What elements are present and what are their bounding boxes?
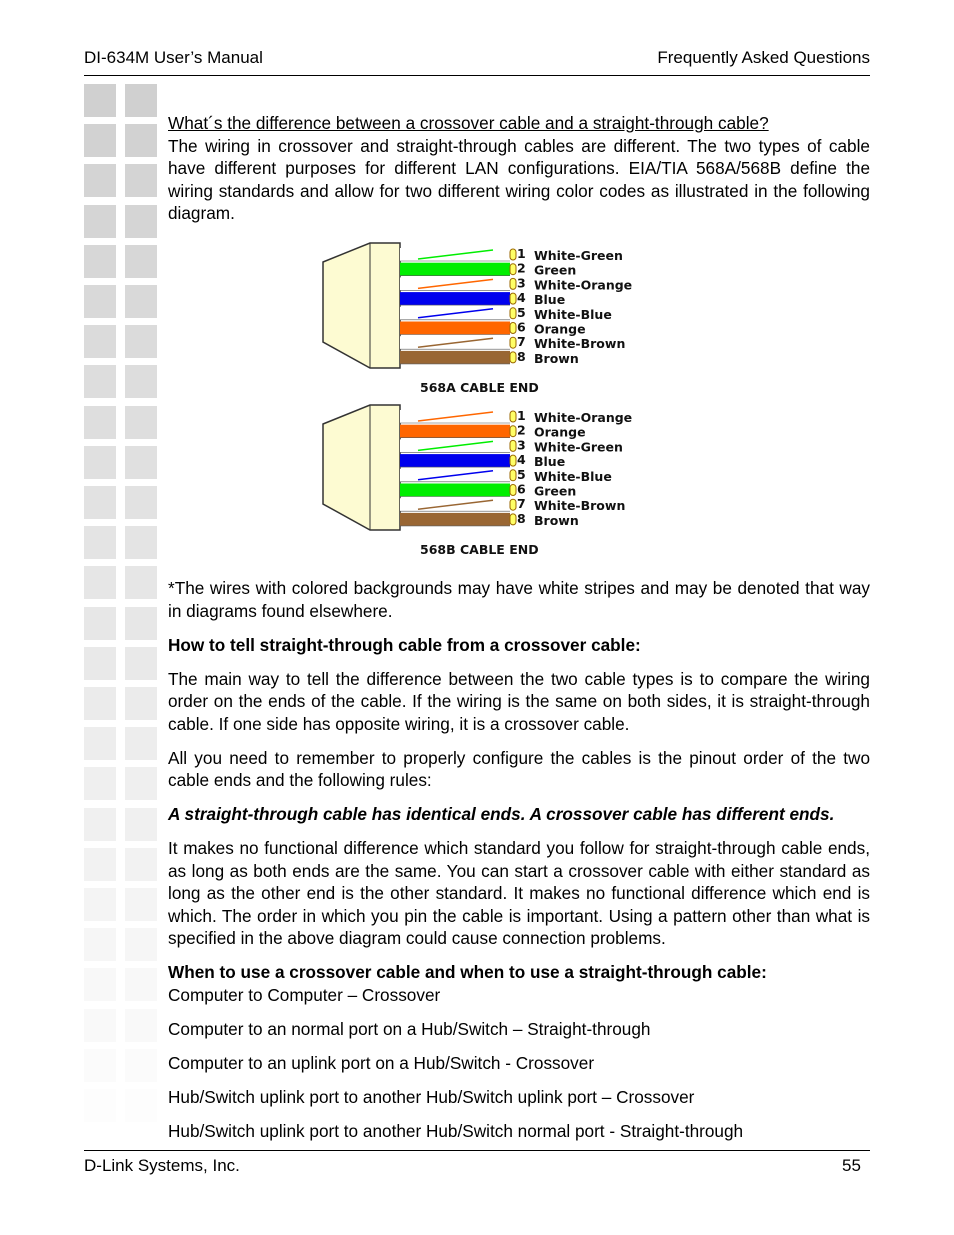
pin-number: 1 [517, 408, 526, 423]
decorative-square [84, 687, 116, 720]
decorative-square [84, 406, 116, 439]
pin-number: 7 [517, 496, 526, 512]
contact-pin [510, 278, 516, 289]
wire-label: White-Green [534, 439, 623, 455]
decorative-square [125, 164, 157, 197]
wire-label: White-Green [534, 248, 623, 263]
wire-6 [400, 484, 510, 497]
decorative-square [84, 647, 116, 680]
decorative-square [84, 727, 116, 760]
remember-paragraph: All you need to remember to properly configure the cables is the pinout order of the two cable ends and the following rules: [168, 747, 870, 790]
wire-label: Brown [534, 350, 579, 366]
decorative-square [125, 124, 157, 157]
contact-pin [510, 323, 516, 334]
wire-label: White-Blue [534, 468, 612, 484]
decorative-square [84, 566, 116, 599]
contact-pin [510, 440, 516, 451]
decorative-square [125, 245, 157, 278]
wire-label: Orange [534, 424, 586, 440]
contact-pin [510, 337, 516, 348]
use-item: Computer to an normal port on a Hub/Switch – Straight-through [168, 1018, 651, 1039]
decorative-square [125, 365, 157, 398]
wire-4 [400, 454, 510, 467]
cable-end-caption: 568B CABLE END [420, 542, 539, 556]
page-number: 55 [842, 1156, 861, 1175]
wire-label: White-Orange [534, 410, 633, 425]
cable-end-caption: 568A CABLE END [420, 380, 539, 395]
wire-2 [400, 263, 510, 276]
how-heading: How to tell straight-through cable from a crossover cable: [168, 634, 641, 655]
decorative-square [125, 848, 157, 881]
decorative-square [125, 607, 157, 640]
decorative-square [125, 84, 157, 117]
decorative-square [84, 446, 116, 479]
decorative-square [84, 767, 116, 800]
decorative-square [84, 1009, 116, 1042]
wire-label: Blue [534, 292, 566, 308]
footer-left: D-Link Systems, Inc. [84, 1156, 240, 1175]
wire-8 [400, 513, 510, 526]
contact-pin [510, 249, 516, 260]
wire-label: Green [534, 483, 577, 499]
decorative-square [84, 365, 116, 398]
decorative-square [84, 848, 116, 881]
decorative-square [84, 1089, 116, 1122]
cable-wiring-diagram [318, 236, 638, 556]
decorative-square [84, 928, 116, 961]
decorative-square [125, 647, 157, 680]
intro-paragraph [168, 112, 870, 225]
pin-number: 4 [517, 290, 526, 306]
intro-text: The wiring in crossover and straight-through cables are different. The two types of cable have different purposes for different LAN configurations. EIA/TIA 568A/568B define the wiring standards and allow for two different wiring color codes as illustrated in the following diagram. [168, 135, 870, 223]
wire-label: White-Brown [534, 336, 626, 352]
decorative-square [125, 406, 157, 439]
decorative-square [84, 164, 116, 197]
pin-number: 7 [517, 334, 526, 350]
decorative-square [125, 1009, 157, 1042]
wire-label: White-Blue [534, 306, 612, 322]
decorative-square [125, 566, 157, 599]
question-heading: What´s the difference between a crossover cable and a straight-through cable? [168, 113, 769, 133]
decorative-square [125, 808, 157, 841]
contact-pin [510, 411, 516, 422]
contact-pin [510, 455, 516, 466]
contact-pin [510, 499, 516, 510]
decorative-square [84, 285, 116, 318]
decorative-square [125, 928, 157, 961]
decorative-square [125, 486, 157, 519]
contact-pin [510, 485, 516, 496]
header-rule [84, 75, 870, 76]
decorative-square [84, 526, 116, 559]
decorative-square [125, 526, 157, 559]
pin-number: 3 [517, 275, 526, 291]
wire-label: Green [534, 262, 577, 278]
wire-2 [400, 425, 510, 438]
pin-number: 6 [517, 481, 526, 497]
pin-number: 1 [517, 246, 526, 261]
when-heading: When to use a crossover cable and when to use a straight-through cable: [168, 962, 767, 982]
plug-body [323, 243, 400, 368]
pin-number: 5 [517, 466, 526, 482]
use-item: Computer to an uplink port on a Hub/Switch - Crossover [168, 1052, 595, 1073]
contact-pin [510, 426, 516, 437]
use-item: Hub/Switch uplink port to another Hub/Switch normal port - Straight-through [168, 1120, 744, 1141]
contact-pin [510, 308, 516, 319]
pin-number: 2 [517, 422, 526, 438]
decorative-square [125, 285, 157, 318]
decorative-square [125, 1049, 157, 1082]
decorative-square [84, 1049, 116, 1082]
how-paragraph: The main way to tell the difference between the two cable types is to compare the wiring order on the ends of the cable. If the wiring is the same on both sides, it is straight-through cable. If one side has opposite wiring, it is a crossover cable. [168, 668, 870, 734]
decorative-square [125, 325, 157, 358]
wire-label: Orange [534, 321, 586, 337]
wire-label: Brown [534, 512, 579, 528]
decorative-square [84, 607, 116, 640]
decorative-square [84, 486, 116, 519]
wire-label: White-Brown [534, 498, 626, 514]
note-paragraph: *The wires with colored backgrounds may have white stripes and may be denoted that way in diagrams found elsewhere. [168, 578, 870, 621]
page-header-left: DI-634M User’s Manual [84, 48, 263, 67]
wire-label: Blue [534, 454, 566, 470]
decorative-square [84, 245, 116, 278]
contact-pin [510, 293, 516, 304]
wire-8 [400, 351, 510, 364]
decorative-square [125, 446, 157, 479]
wire-label: White-Orange [534, 277, 633, 293]
contact-pin [510, 264, 516, 275]
decorative-square [125, 687, 157, 720]
decorative-square [84, 124, 116, 157]
decorative-square [125, 1089, 157, 1122]
pin-number: 8 [517, 348, 526, 364]
decorative-square [84, 84, 116, 117]
decorative-square [84, 205, 116, 238]
use-item: Computer to Computer – Crossover [168, 984, 441, 1005]
decorative-square [84, 808, 116, 841]
pin-number: 5 [517, 304, 526, 320]
pin-number: 8 [517, 510, 526, 526]
decorative-square [125, 727, 157, 760]
decorative-square [125, 888, 157, 921]
use-item: Hub/Switch uplink port to another Hub/Switch uplink port – Crossover [168, 1086, 695, 1107]
pin-number: 3 [517, 437, 526, 453]
decorative-square [84, 325, 116, 358]
pin-number: 4 [517, 452, 526, 468]
contact-pin [510, 470, 516, 481]
contact-pin [510, 514, 516, 525]
pin-number: 6 [517, 319, 526, 335]
wire-4 [400, 292, 510, 305]
wire-6 [400, 322, 510, 335]
pin-number: 2 [517, 260, 526, 276]
standards-paragraph: It makes no functional difference which standard you follow for straight-through cable ends, as long as both ends are the same. You can start a crossover cable with either standard as long as the other end is the other standard. It makes no functional difference which end is which. The order in which you pin the cable is important. Using a pattern other than what is specified in the above diagram could cause connection problems. [168, 838, 870, 948]
rule-paragraph: A straight-through cable has identical ends. A crossover cable has different ends. [168, 804, 835, 824]
plug-body [323, 405, 400, 530]
decorative-square [84, 968, 116, 1001]
contact-pin [510, 352, 516, 363]
decorative-square [125, 767, 157, 800]
page-header-right: Frequently Asked Questions [657, 48, 870, 67]
decorative-square [125, 968, 157, 1001]
decorative-square [84, 888, 116, 921]
when-paragraph [168, 961, 870, 1006]
footer-rule [84, 1150, 870, 1151]
decorative-square [125, 205, 157, 238]
